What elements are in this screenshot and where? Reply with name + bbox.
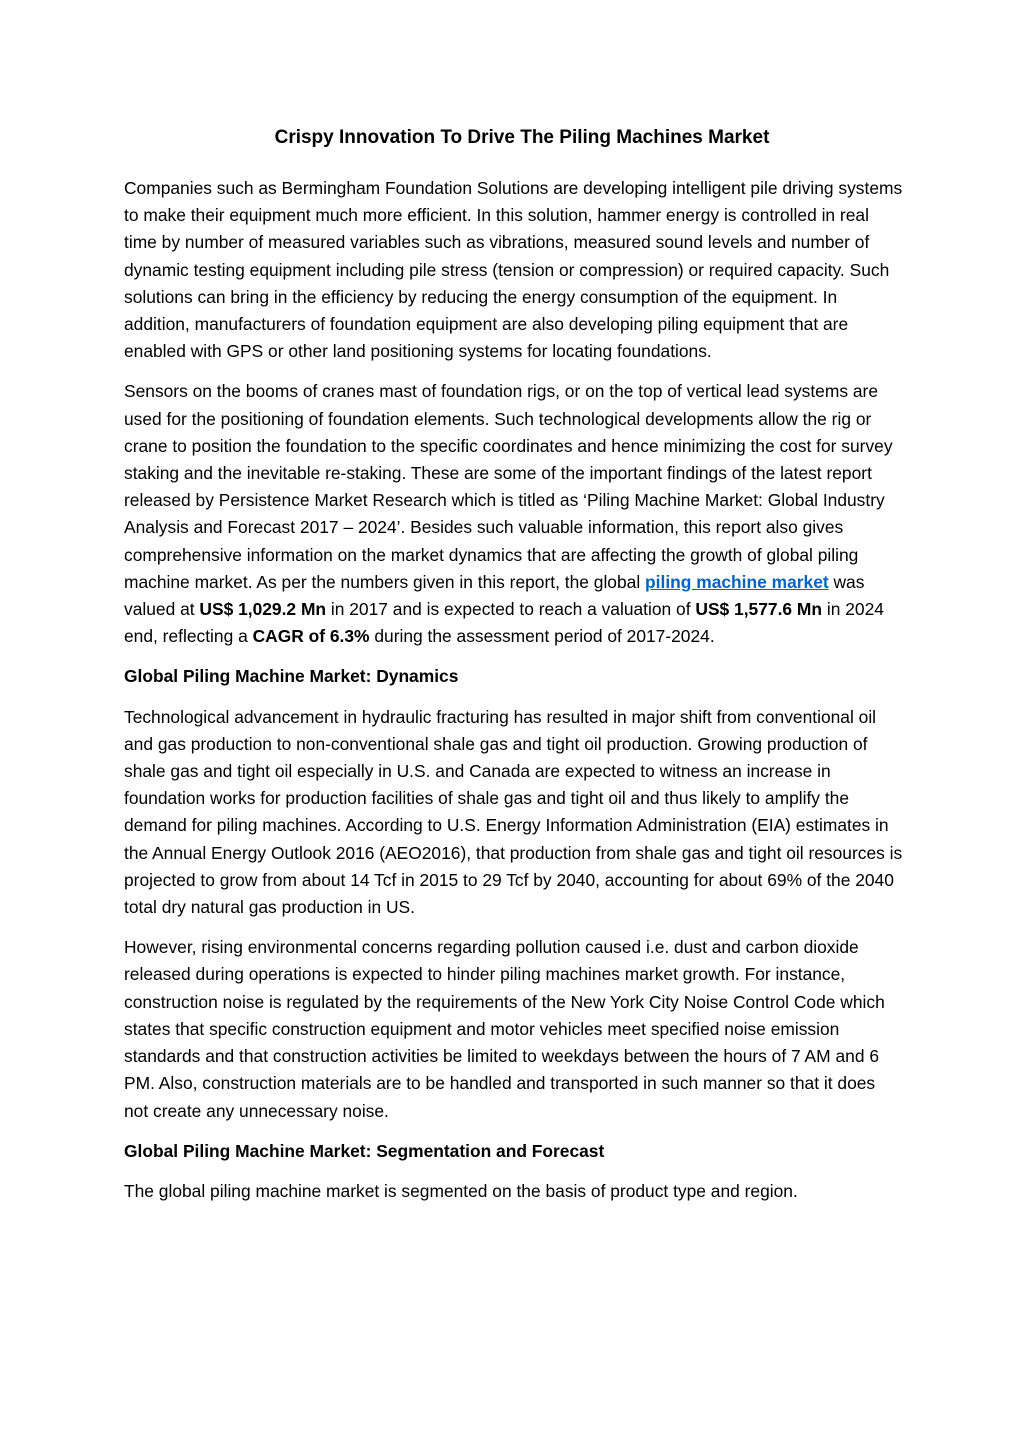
paragraph-text: in 2024 end, reflecting a — [124, 599, 884, 647]
paragraph-text: was valued at — [124, 571, 865, 620]
paragraph-text: during the assessment period of 2017-2024. — [369, 626, 715, 647]
heading-dynamics: Global Piling Machine Market: Dynamics — [124, 666, 459, 687]
heading-segmentation: Global Piling Machine Market: Segmentation and Forecast — [124, 1140, 605, 1161]
piling-machine-market-link[interactable]: piling machine market — [645, 571, 829, 592]
paragraph-hydraulic-fracturing: Technological advancement in hydraulic fracturing has resulted in major shift from conventional oil and gas production to non-conventional shale gas and tight oil production. Growing production of shale gas and tight oil especially in U.S. and Canada are expected to witness an increase in foundation works for production facilities of shale gas and tight oil and thus likely to amplify the demand for piling machines. According to U.S. Energy Information Administration (EIA) estimates in the Annual Energy Outlook 2016 (AEO2016), that production from shale gas and tight oil resources is projected to grow from about 14 Tcf in 2015 to 29 Tcf by 2040, accounting for about 69% of the 2040 total dry natural gas production in US. — [124, 706, 903, 918]
paragraph-segmentation: The global piling machine market is segmented on the basis of product type and region. — [124, 1180, 798, 1201]
value-2017: US$ 1,029.2 Mn — [199, 599, 327, 620]
document-title: Crispy Innovation To Drive The Piling Machines Market — [274, 127, 770, 148]
paragraph-text: Sensors on the booms of cranes mast of foundation rigs, or on the top of vertical lead systems are used for the positioning of foundation elements. Such technological developments allow the rig or crane to position the foundation to the specific coordinates and hence minimizing the cost for survey staking and the inevitable re-staking. These are some of the important findings of the latest report released by Persistence Market Research which is titled as ‘Piling Machine Market: Global Industry Analysis and Forecast 2017 – 2024’. Besides such valuable information, this report also gives comprehensive information on the market dynamics that are affecting the growth of global piling machine market. As per the numbers given in this report, the global — [124, 381, 893, 592]
value-2024: US$ 1,577.6 Mn — [695, 599, 823, 620]
cagr-value: CAGR of 6.3% — [252, 626, 370, 647]
document-page — [124, 122, 904, 1218]
paragraph-market-findings — [124, 378, 904, 650]
paragraph-environmental-concerns: However, rising environmental concerns regarding pollution caused i.e. dust and carbon dioxide released during operations is expected to hinder piling machines market growth. For instance, construction noise is regulated by the requirements of the New York City Noise Control Code which states that specific construction equipment and motor vehicles meet specified noise emission standards and that construction activities be limited to weekdays between the hours of 7 AM and 6 PM. Also, construction materials are to be handled and transported in such manner so that it does not create any unnecessary noise. — [124, 937, 885, 1121]
paragraph-intelligent-pile-driving: Companies such as Bermingham Foundation Solutions are developing intelligent pile driving systems to make their equipment much more efficient. In this solution, hammer energy is controlled in real time by number of measured variables such as vibrations, measured sound levels and number of dynamic testing equipment including pile stress (tension or compression) or required capacity. Such solutions can bring in the efficiency by reducing the energy consumption of the equipment. In addition, manufacturers of foundation equipment are also developing piling equipment that are enabled with GPS or other land positioning systems for locating foundations. — [124, 178, 903, 362]
paragraph-text: in 2017 and is expected to reach a valuation of — [326, 599, 696, 620]
